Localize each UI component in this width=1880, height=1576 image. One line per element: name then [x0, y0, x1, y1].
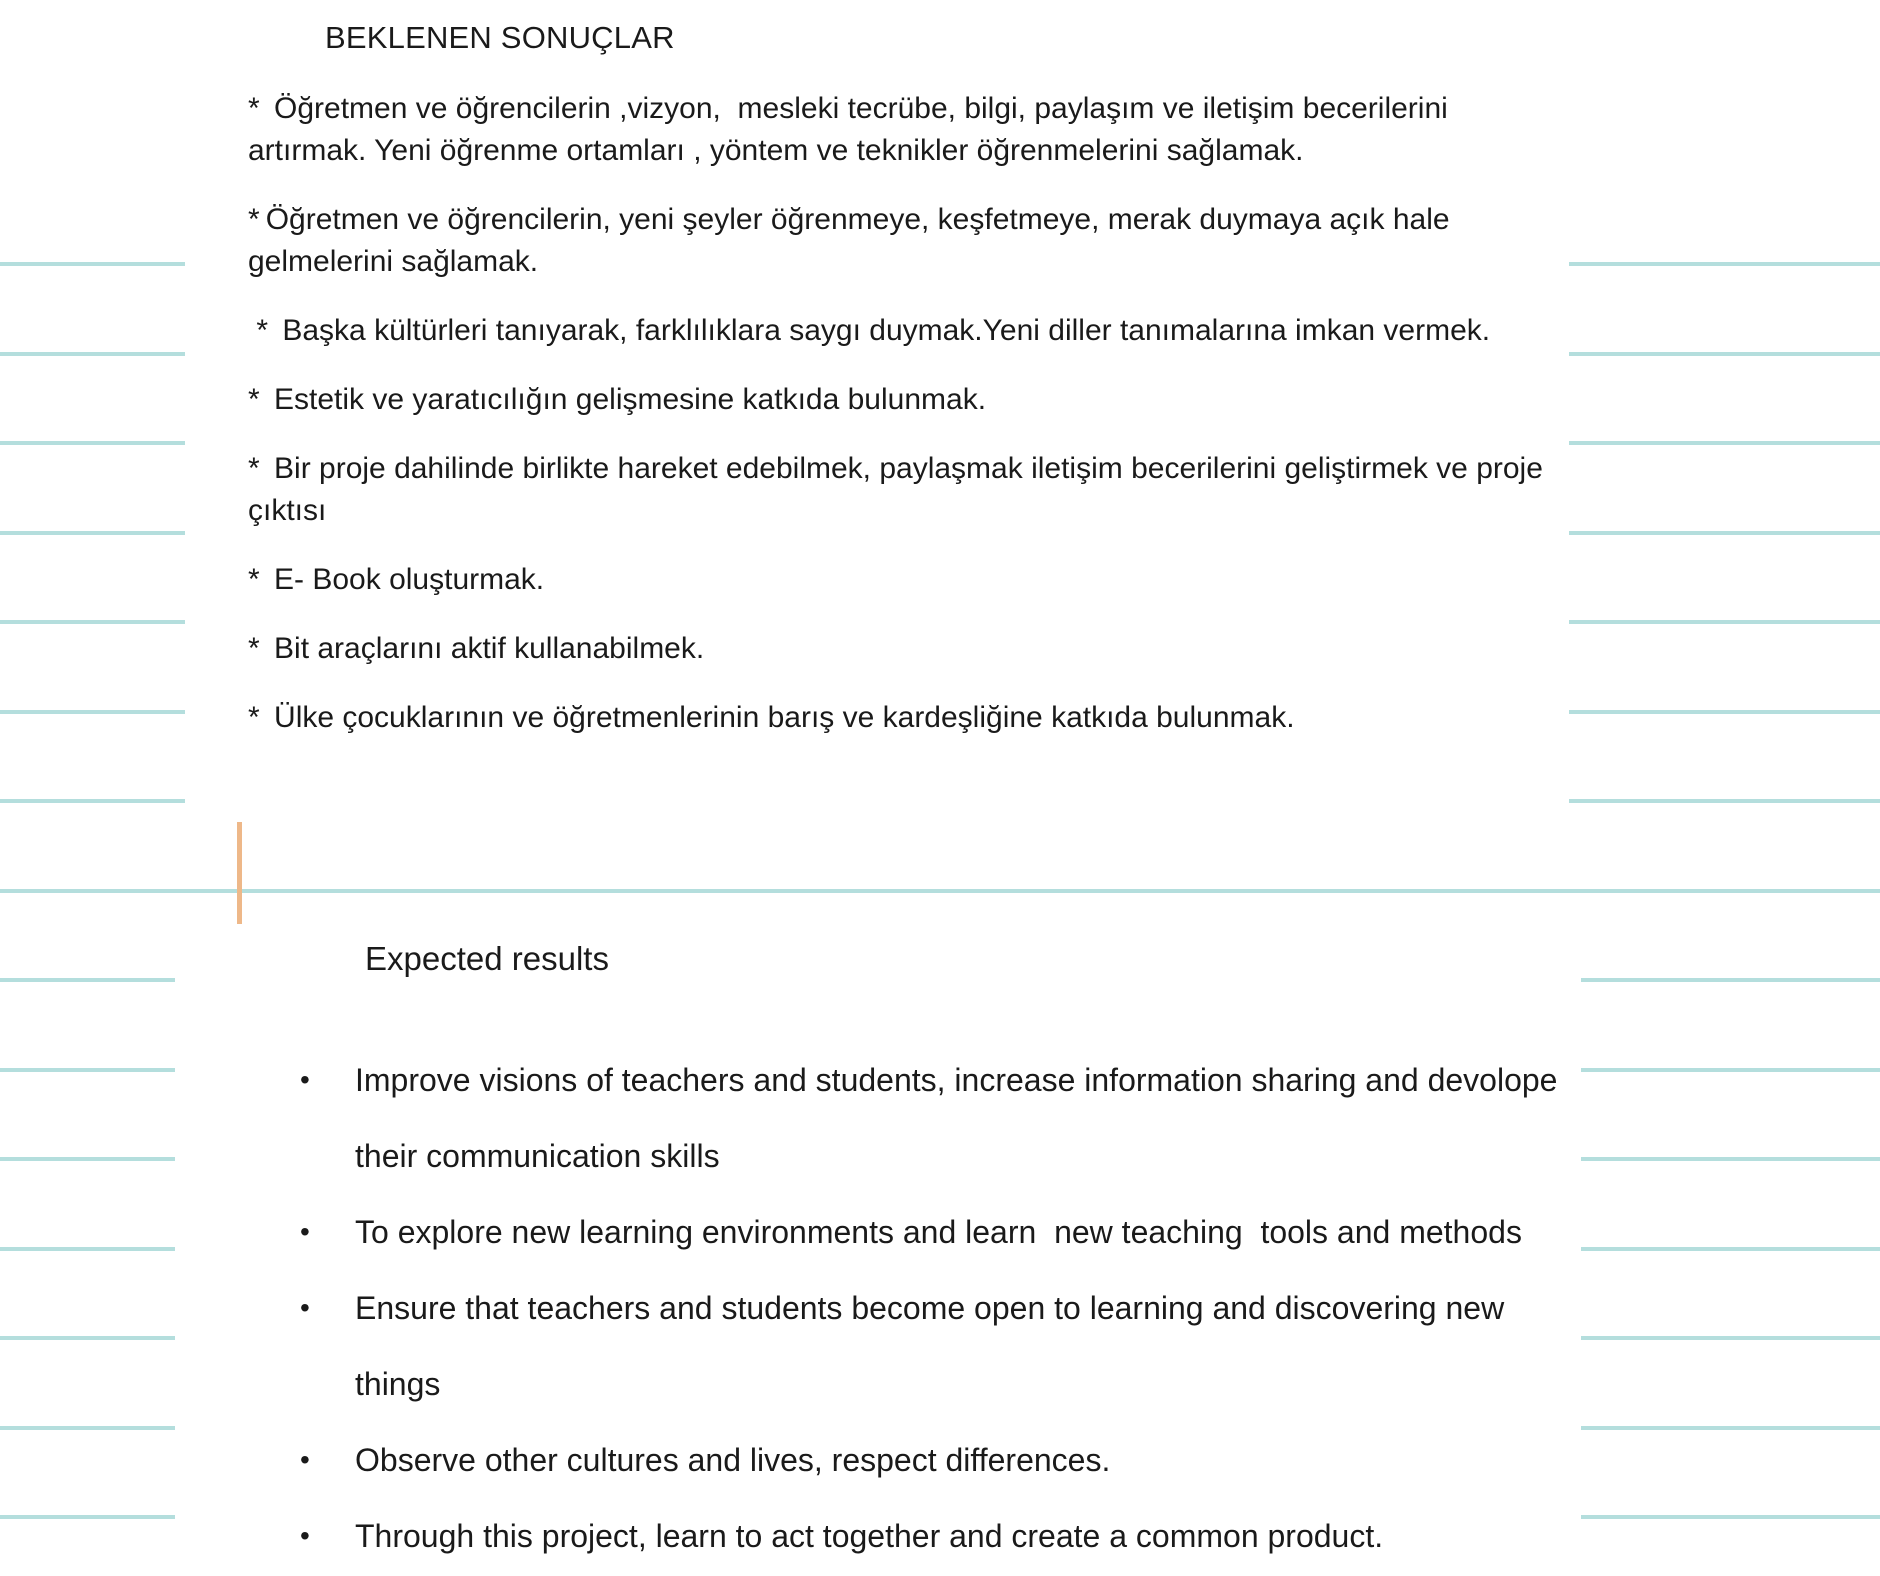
list-item-text: To explore new learning environments and learn new teaching tools and methods — [355, 1214, 1522, 1250]
list-item-text: Improve visions of teachers and students, increase information sharing and devolope their communication skills — [355, 1062, 1567, 1174]
asterisk-marker: * — [248, 314, 269, 347]
asterisk-marker: * — [248, 563, 260, 596]
list-item — [248, 199, 1548, 283]
list-item-text: Öğretmen ve öğrencilerin ,vizyon, mesleki tecrübe, bilgi, paylaşım ve iletişim becerilerini artırmak. Yeni öğrenme ortamları , yöntem ve teknikler öğrenmelerini sağlamak. — [248, 92, 1457, 167]
list-item-text: Ensure that teachers and students become open to learning and discovering new things — [355, 1290, 1514, 1402]
list-item-text: Öğretmen ve öğrencilerin, yeni şeyler öğrenmeye, keşfetmeye, merak duymaya açık hale gelmelerini sağlamak. — [248, 203, 1458, 278]
bullet-icon: • — [300, 1064, 310, 1095]
list-item — [248, 379, 1548, 421]
asterisk-marker: * — [248, 383, 260, 416]
list-item-text: Bit araçlarını aktif kullanabilmek. — [265, 632, 705, 665]
list-item — [248, 697, 1548, 739]
asterisk-marker: * — [248, 452, 260, 485]
turkish-results-list — [248, 88, 1552, 766]
list-item — [300, 1270, 1590, 1422]
list-item — [248, 628, 1548, 670]
list-item-text: Başka kültürleri tanıyarak, farklılıklara saygı duymak.Yeni diller tanımalarına imkan vermek. — [274, 314, 1491, 347]
english-section-title: Expected results — [365, 940, 609, 977]
list-item — [248, 448, 1552, 532]
bullet-icon: • — [300, 1292, 310, 1323]
list-item-text: Ülke çocuklarının ve öğretmenlerinin barış ve kardeşliğine katkıda bulunmak. — [265, 701, 1295, 734]
list-item — [248, 559, 1548, 601]
list-item-text: Through this project, learn to act together and create a common product. — [355, 1518, 1384, 1554]
list-item — [300, 1498, 1590, 1574]
text-cursor[interactable] — [237, 822, 242, 924]
list-item — [300, 1042, 1590, 1194]
turkish-section-title: BEKLENEN SONUÇLAR — [325, 20, 675, 55]
asterisk-marker: * — [248, 203, 260, 236]
list-item — [248, 310, 1548, 352]
asterisk-marker: * — [248, 701, 260, 734]
list-item-text: E- Book oluşturmak. — [265, 563, 545, 596]
asterisk-marker: * — [248, 632, 260, 665]
english-results-list — [300, 1042, 1590, 1574]
list-item — [248, 88, 1548, 172]
list-item-text: Bir proje dahilinde birlikte hareket edebilmek, paylaşmak iletişim becerilerini geliştirmek ve proje çıktısı — [248, 452, 1552, 527]
asterisk-marker: * — [248, 92, 260, 125]
list-item-text: Estetik ve yaratıcılığın gelişmesine katkıda bulunmak. — [265, 383, 987, 416]
bullet-icon: • — [300, 1216, 310, 1247]
bullet-icon: • — [300, 1520, 310, 1551]
bullet-icon: • — [300, 1444, 310, 1475]
list-item — [300, 1194, 1590, 1270]
list-item-text: Observe other cultures and lives, respect differences. — [355, 1442, 1111, 1478]
list-item — [300, 1422, 1590, 1498]
